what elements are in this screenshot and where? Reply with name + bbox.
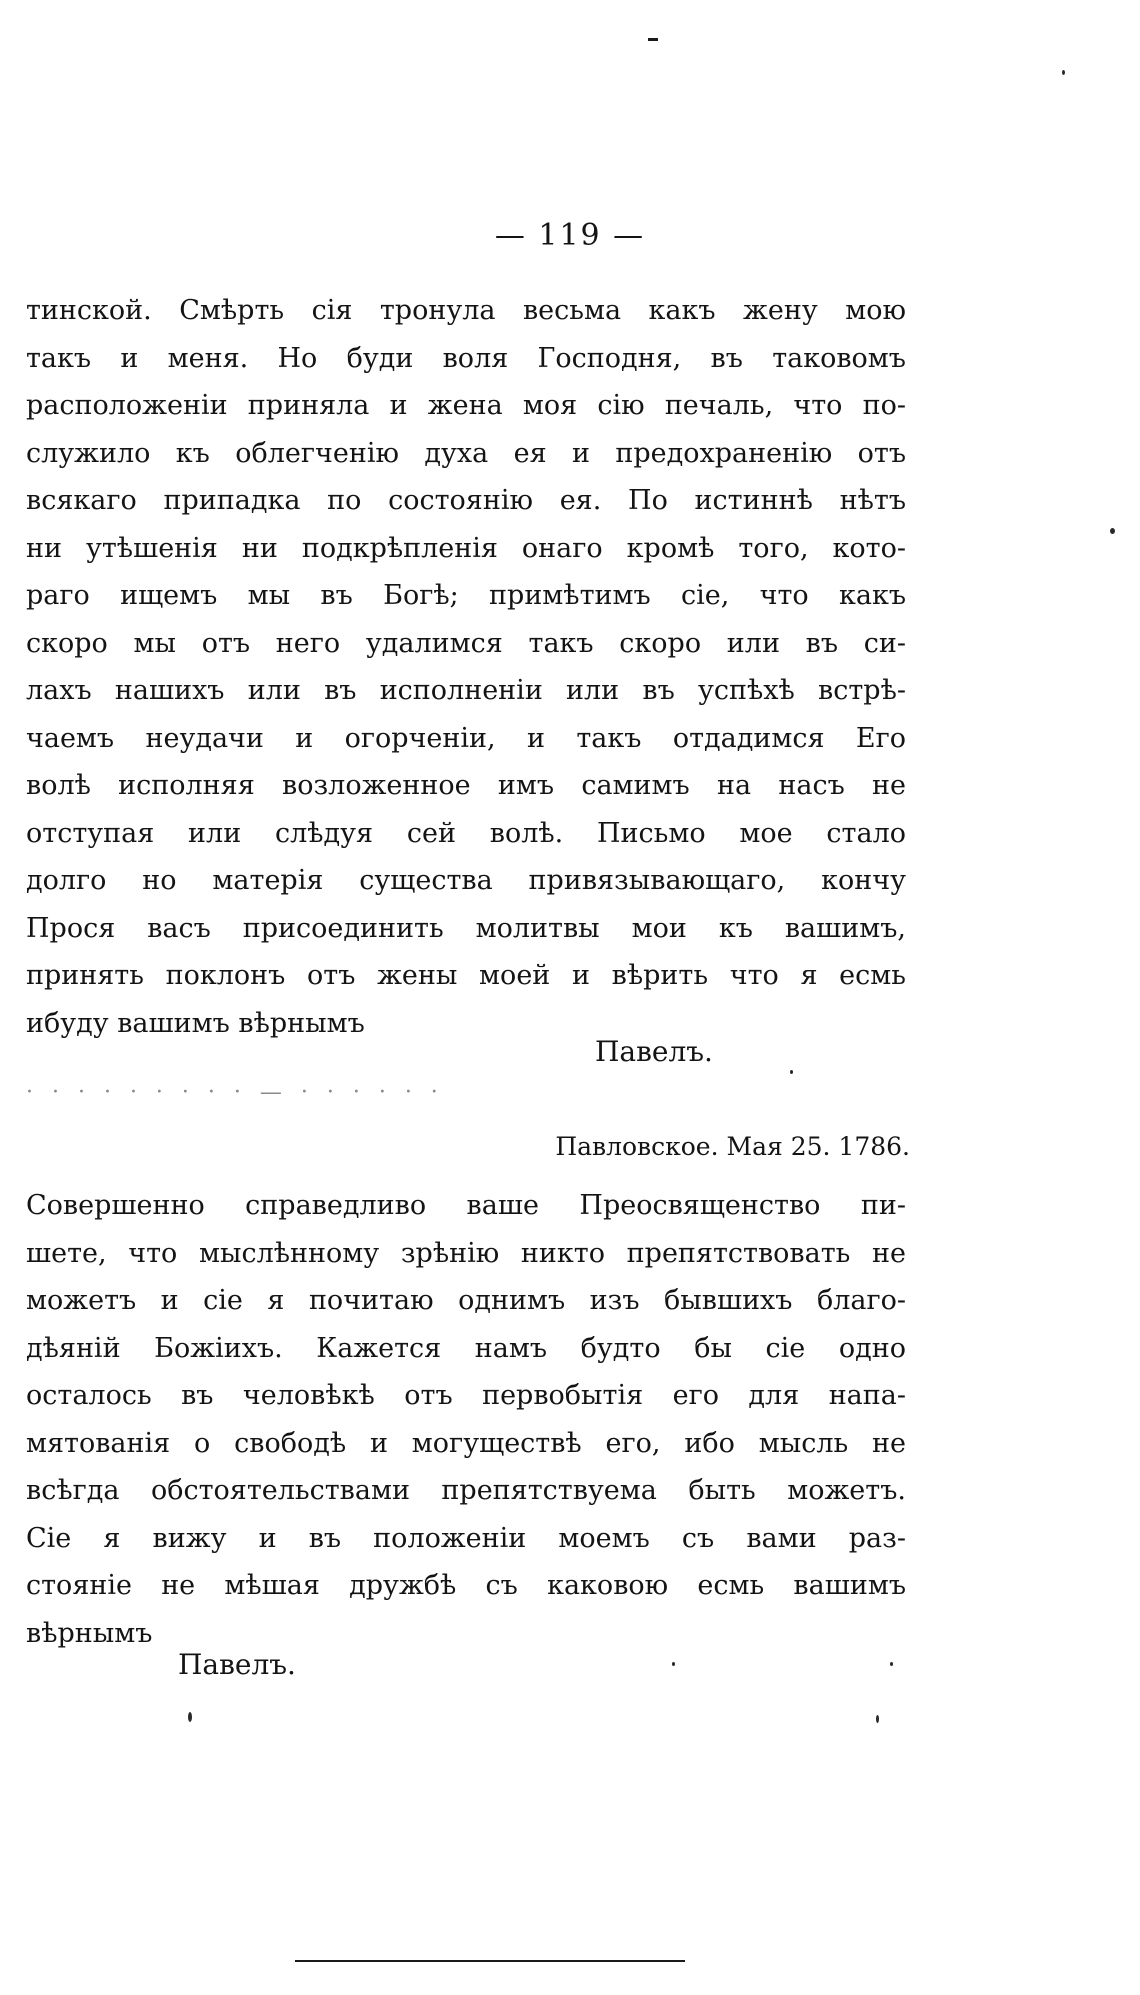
text-line: мятованія о свободѣ и могуществѣ его, ибо мысль не xyxy=(26,1427,906,1459)
text-line: вѣрнымъ xyxy=(26,1617,153,1649)
scan-speck xyxy=(672,1662,675,1666)
text-line: чаемъ неудачи и огорченіи, и такъ отдадимся Его xyxy=(26,722,906,754)
text-line: Сіе я вижу и въ положеніи моемъ съ вами раз- xyxy=(26,1522,906,1554)
text-line: ибуду вашимъ вѣрнымъ xyxy=(26,1007,365,1039)
text-line: тинской. Смѣрть сія тронула весьма какъ жену мою xyxy=(26,295,906,326)
scan-speck xyxy=(890,1662,893,1666)
bottom-rule xyxy=(295,1960,685,1962)
text-line: стояніе не мѣшая дружбѣ съ каковою есмь вашимъ xyxy=(26,1570,906,1601)
text-line: волѣ исполняя возложенное имъ самимъ на насъ не xyxy=(26,770,906,801)
text-line: такъ и меня. Но буди воля Господня, въ таковомъ xyxy=(26,342,906,374)
text-line: лахъ нашихъ или въ исполненіи или въ успѣхѣ встрѣ- xyxy=(26,675,906,706)
text-line: долго но матерія существа привязывающаго, кончу xyxy=(26,865,906,896)
text-line: ни утѣшенія ни подкрѣпленія онаго кромѣ того, кото- xyxy=(26,532,906,564)
text-line: расположеніи приняла и жена моя сію печаль, что по- xyxy=(26,390,906,421)
scan-speck xyxy=(790,1070,793,1074)
text-line: принять поклонъ отъ жены моей и вѣрить что я есмь xyxy=(26,960,906,991)
scan-speck xyxy=(188,1712,192,1722)
scan-speck xyxy=(876,1715,879,1723)
text-line: осталось въ человѣкѣ отъ первобытія его для напа- xyxy=(26,1380,906,1411)
text-line: всякаго припадка по состоянію ея. По истиннѣ нѣтъ xyxy=(26,485,906,516)
text-line: скоро мы отъ него удалимся такъ скоро или въ си- xyxy=(26,627,906,659)
text-line: Совершенно справедливо ваше Преосвященство пи- xyxy=(26,1190,906,1221)
scan-speck xyxy=(1062,70,1065,75)
print-mark xyxy=(648,38,658,41)
letter-1-body xyxy=(26,287,906,1047)
dateline: Павловское. Мая 25. 1786. xyxy=(555,1132,910,1161)
text-line: можетъ и сіе я почитаю однимъ изъ бывшихъ благо- xyxy=(26,1285,906,1316)
text-line: служило къ облегченію духа ея и предохраненію отъ xyxy=(26,437,906,469)
text-line: отступая или слѣдуя сей волѣ. Письмо мое стало xyxy=(26,817,906,849)
letter-2-body xyxy=(26,1182,906,1657)
signature: Павелъ. xyxy=(178,1648,296,1681)
text-line: Прося васъ присоединить молитвы мои къ вашимъ, xyxy=(26,912,906,944)
print-noise: · · · · · · · · · — · · · · · · xyxy=(26,1080,444,1105)
text-line: дѣяній Божіихъ. Кажется намъ будто бы сіе одно xyxy=(26,1332,906,1364)
signature: Павелъ. xyxy=(595,1035,713,1068)
page-number: — 119 — xyxy=(494,218,646,253)
text-line: раго ищемъ мы въ Богѣ; примѣтимъ сіе, что какъ xyxy=(26,580,906,611)
scan-speck xyxy=(1110,528,1115,534)
text-line: шете, что мыслѣнному зрѣнію никто препятствовать не xyxy=(26,1237,906,1269)
text-line: всѣгда обстоятельствами препятствуема быть можетъ. xyxy=(26,1475,906,1506)
